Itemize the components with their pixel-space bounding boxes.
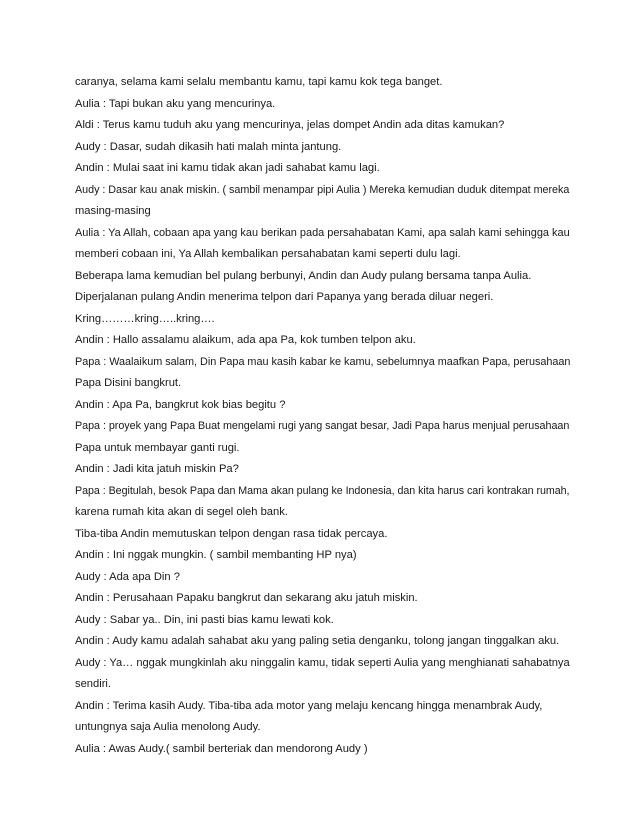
- text-line: masing-masing: [75, 205, 151, 217]
- text-line: Andin : Mulai saat ini kamu tidak akan jadi sahabat kamu lagi.: [75, 162, 380, 174]
- text-line: Andin : Apa Pa, bangkrut kok bias begitu ?: [75, 398, 286, 411]
- text-line: Audy : Ya… nggak mungkinlah aku ninggalin kamu, tidak seperti Aulia yang menghianati sahabatnya: [75, 656, 570, 669]
- text-line: Audy : Dasar kau anak miskin. ( sambil menampar pipi Aulia ) Mereka kemudian duduk ditempat mereka: [75, 183, 570, 196]
- text-line: Tiba-tiba Andin memutuskan telpon dengan rasa tidak percaya.: [75, 527, 388, 540]
- text-line: Aldi : Terus kamu tuduh aku yang mencurinya, jelas dompet Andin ada ditas kamukan?: [75, 119, 505, 131]
- text-line: Diperjalanan pulang Andin menerima telpon dari Papanya yang berada diluar negeri.: [75, 291, 494, 303]
- text-line: untungnya saja Aulia menolong Audy.: [75, 721, 261, 733]
- text-line: Andin : Jadi kita jatuh miskin Pa?: [75, 463, 239, 475]
- text-line: Andin : Perusahaan Papaku bangkrut dan sekarang aku jatuh miskin.: [75, 592, 418, 604]
- text-line: Papa Disini bangkrut.: [75, 377, 182, 389]
- text-line: Aulia : Tapi bukan aku yang mencurinya.: [75, 97, 276, 110]
- text-line: Andin : Ini nggak mungkin. ( sambil membanting HP nya): [75, 549, 357, 561]
- document-body: [75, 72, 575, 760]
- text-line: Aulia : Ya Allah, cobaan apa yang kau berikan pada persahabatan Kami, apa salah kami sehingga kau: [75, 226, 570, 239]
- text-line: Audy : Sabar ya.. Din, ini pasti bias kamu lewati kok.: [75, 613, 334, 626]
- text-line: Beberapa lama kemudian bel pulang berbunyi, Andin dan Audy pulang bersama tanpa Aulia.: [75, 269, 532, 282]
- text-line: caranya, selama kami selalu membantu kamu, tapi kamu kok tega banget.: [75, 76, 443, 88]
- text-line: Kring………kring…..kring….: [75, 312, 215, 325]
- text-line: Audy : Dasar, sudah dikasih hati malah minta jantung.: [75, 140, 342, 153]
- text-line: Papa untuk membayar ganti rugi.: [75, 441, 240, 454]
- text-line: Papa : proyek yang Papa Buat mengelami rugi yang sangat besar, Jadi Papa harus menjual perusahaan: [75, 420, 570, 432]
- text-line: Andin : Hallo assalamu alaikum, ada apa Pa, kok tumben telpon aku.: [75, 334, 416, 346]
- text-line: Aulia : Awas Audy.( sambil berteriak dan mendorong Audy ): [75, 742, 368, 755]
- text-line: sendiri.: [75, 678, 111, 690]
- text-line: memberi cobaan ini, Ya Allah kembalikan persahabatan kami seperti dulu lagi.: [75, 248, 461, 260]
- text-line: karena rumah kita akan di segel oleh bank.: [75, 506, 288, 518]
- text-line: Andin : Terima kasih Audy. Tiba-tiba ada motor yang melaju kencang hingga menambrak Audy,: [75, 699, 543, 712]
- text-line: Audy : Ada apa Din ?: [75, 570, 180, 583]
- text-line: Papa : Begitulah, besok Papa dan Mama akan pulang ke Indonesia, dan kita harus cari kontrakan rumah,: [75, 484, 570, 497]
- text-line: Papa : Waalaikum salam, Din Papa mau kasih kabar ke kamu, sebelumnya maafkan Papa, perusahaan: [75, 355, 571, 368]
- text-line: Andin : Audy kamu adalah sahabat aku yang paling setia denganku, tolong jangan tinggalkan aku.: [75, 635, 560, 647]
